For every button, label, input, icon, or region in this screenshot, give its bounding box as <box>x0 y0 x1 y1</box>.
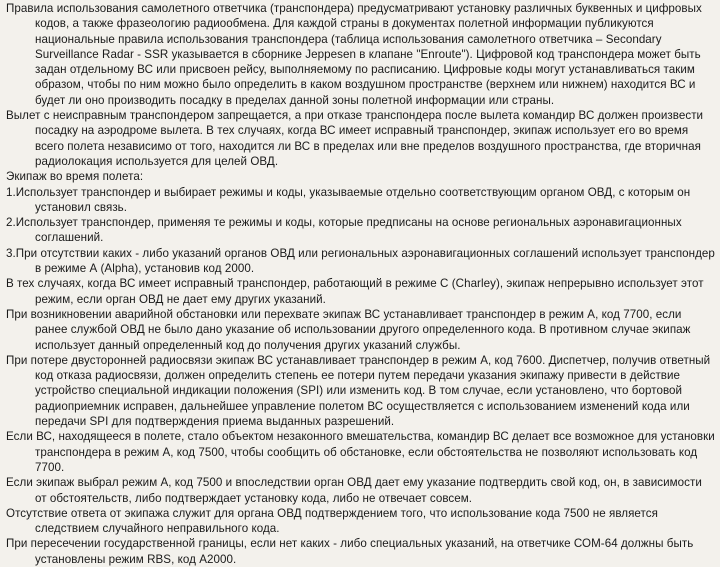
paragraph-departure-restriction: Вылет с неисправным транспондером запрещается, а при отказе транспондера после вылета командир ВС должен произвести посадку на аэродроме вылета. В тех случаях, когда ВС имеет исправный транспондер, экипаж использует его во время всего полета независимо от того, находится ли ВС в пределах или вне пределов воздушного пространства, где вторичная радиолокация используется для целей ОВД. <box>6 109 704 168</box>
paragraph-mode-c: В тех случаях, когда ВС имеет исправный транспондер, работающий в режиме С (Charley), экипаж непрерывно использует этот режим, если орган ОВД не дает ему других указаний. <box>6 277 704 306</box>
paragraph-border-crossing: При пересечении государственной границы, если нет каких - либо специальных указаний, на ответчике СОМ-64 должны быть установлены режим RBS, код А2000. <box>6 537 694 566</box>
paragraph-radio-loss-7600: При потере двусторонней радиосвязи экипаж ВС устанавливает транспондер в режим А, код 7600. Диспетчер, получив ответный код отказа радиосвязи, должен определить степень ее потери путем передачи указания экипажу привести в действие устройство специальной индикации положения (SPI) или изменить код. В том случае, если установлено, что бортовой радиоприемник исправен, дальнейшее управление полетом ВС осуществляется с использованием изменений кода или передачи SPI для подтверждения приема выданных разрешений. <box>6 353 711 429</box>
paragraph-no-response: Отсутствие ответа от экипажа служит для органа ОВД подтверждением того, что использование кода 7500 не является следствием случайного неправильного кода. <box>6 506 658 536</box>
paragraph-item-2: 2.Использует транспондер, применяя те режимы и коды, которые предписаны на основе региональных аэронавигационных соглашений. <box>6 216 682 245</box>
paragraph-item-3: 3.При отсутствии каких - либо указаний органов ОВД или региональных аэронавигационных соглашений использует транспондер в режиме А (Alpha), установив код 2000. <box>6 246 715 276</box>
paragraph-crew-in-flight-heading: Экипаж во время полета: <box>6 170 144 184</box>
paragraph-unlawful-interference-7500: Если ВС, находящееся в полете, стало объектом незаконного вмешательства, командир ВС делает все возможное для установки транспондера в режим А, код 7500, чтобы сообщить об обстановке, если обстоятельства не позволяют использовать код 7700. <box>6 430 715 474</box>
paragraph-item-1: 1.Использует транспондер и выбирает режимы и коды, указываемые отдельно соответствующим органом ОВД, с которым он установил связь. <box>6 185 691 214</box>
paragraph-emergency-7700: При возникновении аварийной обстановки или перехвате экипаж ВС устанавливает транспондер в режим А, код 7700, если ранее службой ОВД не было дано указание об использовании другого определенного кода. В противном случае экипаж использует данный определенный код до получения других указаний службы. <box>6 307 691 352</box>
paragraph-transponder-rules: Правила использования самолетного ответчика (транспондера) предусматривают установку различных буквенных и цифровых кодов, а также фразеологию радиообмена. Для каждой страны в документах полетной информации публикуются национальные правила использования транспондера (таблица использования самолетного ответчика – Secondary Surveillance Radar - SSR указывается в сборнике Jeppesen в клапане "Enroute"). Цифровой код транспондера может быть задан отдельному ВС или присвоен рейсу, выполняемому по расписанию. Цифровые коды могут устанавливаться таким образом, чтобы по ним можно было определить в каком воздушном пространстве (верхнем или нижнем) находится ВС и будет ли оно производить посадку в пределах данной зоны полетной информации или страны. <box>6 2 702 107</box>
paragraph-code-confirmation: Если экипаж выбрал режим А, код 7500 и впоследствии орган ОВД дает ему указание подтвердить свой код, он, в зависимости от обстоятельств, либо подтверждает установку кода, либо не отвечает совсем. <box>6 476 702 505</box>
